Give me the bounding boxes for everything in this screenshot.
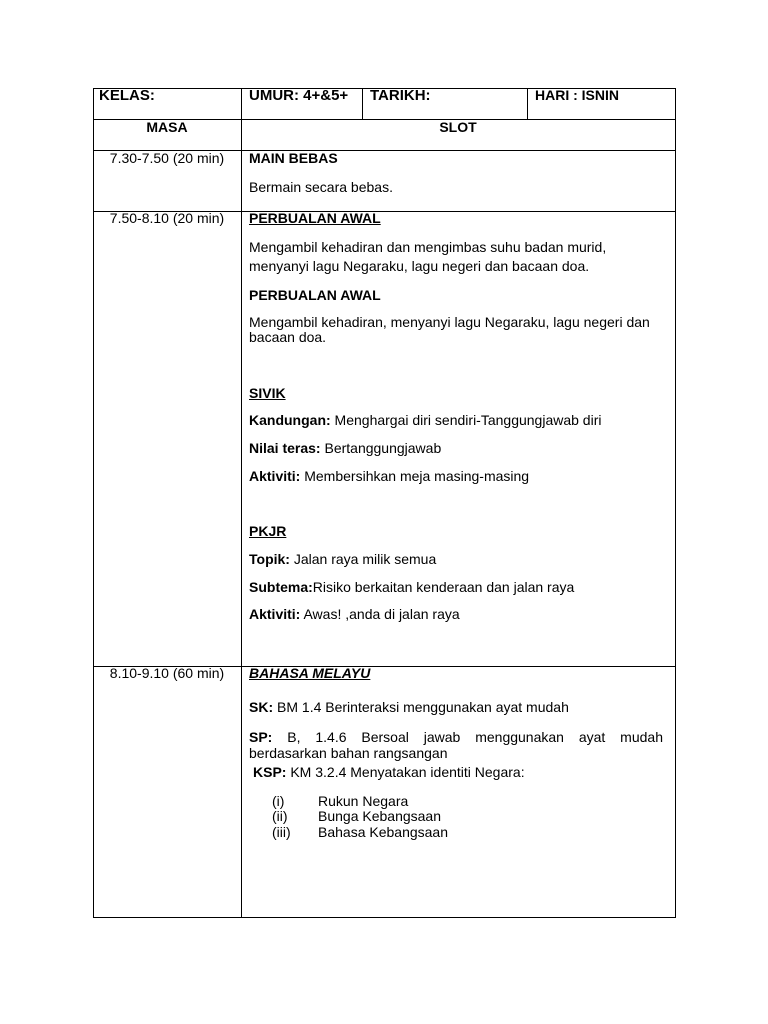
pkjr-subtema-value: Risiko berkaitan kenderaan dan jalan raya (312, 579, 575, 595)
sivik-aktiviti-value: Membersihkan meja masing-masing (304, 468, 530, 484)
perbualan-awal-title-1: PERBUALAN AWAL (249, 210, 381, 226)
sivik-kandungan-label: Kandungan: (249, 412, 331, 428)
row-2-time: 7.50-8.10 (20 min) (109, 210, 225, 226)
pkjr-topik-label: Topik: (249, 551, 290, 567)
main-bebas-title: MAIN BEBAS (249, 150, 338, 166)
pkjr-subtema (249, 579, 574, 595)
sivik-aktiviti (249, 468, 529, 484)
kelas-label: KELAS: (99, 87, 155, 104)
sp-paragraph (249, 729, 663, 761)
slot-column-header: SLOT (439, 119, 477, 135)
tarikh-label: TARIKH: (370, 87, 431, 104)
sk-line (249, 699, 569, 715)
row-1-time: 7.30-7.50 (20 min) (109, 150, 225, 166)
bahasa-melayu-title: BAHASA MELAYU (249, 665, 371, 681)
main-bebas-text: Bermain secara bebas. (249, 179, 393, 195)
column-divider-masa-slot (241, 88, 242, 917)
sivik-kandungan (249, 412, 601, 428)
ksp-value: KM 3.2.4 Menyatakan identiti Negara: (290, 764, 525, 780)
perbualan-awal-text-1: Mengambil kehadiran dan mengimbas suhu badan murid, menyanyi lagu Negaraku, lagu negeri dan bacaan doa. (249, 239, 607, 274)
sp-label: SP: (249, 729, 273, 745)
pkjr-aktiviti-label: Aktiviti: (249, 606, 301, 622)
list-item (272, 808, 441, 824)
header-divider-umur-tarikh (362, 88, 363, 119)
row-3-time: 8.10-9.10 (60 min) (109, 665, 225, 681)
sivik-title: SIVIK (249, 385, 286, 401)
list-item (272, 824, 448, 840)
ksp-label: KSP: (253, 764, 287, 780)
hari-label: HARI : ISNIN (535, 87, 619, 103)
perbualan-awal-title-2: PERBUALAN AWAL (249, 287, 381, 303)
list-item-text: Bahasa Kebangsaan (318, 824, 448, 840)
sp-value: B, 1.4.6 Bersoal jawab menggunakan ayat mudah berdasarkan bahan rangsangan (249, 729, 663, 761)
ksp-line (253, 764, 525, 780)
list-marker: (i) (272, 793, 285, 809)
sk-value: BM 1.4 Berinteraksi menggunakan ayat mudah (277, 699, 569, 715)
pkjr-aktiviti (249, 606, 460, 622)
sk-label: SK: (249, 699, 274, 715)
sivik-kandungan-value: Menghargai diri sendiri-Tanggungjawab diri (334, 412, 602, 428)
pkjr-topik (249, 551, 436, 567)
pkjr-subtema-label: Subtema: (249, 579, 313, 595)
pkjr-title: PKJR (249, 523, 287, 539)
masa-column-header: MASA (146, 119, 188, 135)
umur-label: UMUR: 4+&5+ (249, 87, 349, 104)
list-item (272, 793, 408, 809)
header-divider-tarikh-hari (527, 88, 528, 119)
sivik-nilai-teras-value: Bertanggungjawab (324, 440, 442, 456)
sivik-nilai-teras-label: Nilai teras: (249, 440, 321, 456)
list-marker: (iii) (272, 824, 291, 840)
list-marker: (ii) (272, 808, 288, 824)
pkjr-topik-value: Jalan raya milik semua (293, 551, 437, 567)
sivik-aktiviti-label: Aktiviti: (249, 468, 301, 484)
list-item-text: Bunga Kebangsaan (318, 808, 441, 824)
list-item-text: Rukun Negara (318, 793, 409, 809)
perbualan-awal-text-2: Mengambil kehadiran, menyanyi lagu Negaraku, lagu negeri dan bacaan doa. (249, 314, 650, 345)
pkjr-aktiviti-value: Awas! ,anda di jalan raya (303, 606, 460, 622)
sivik-nilai-teras (249, 440, 441, 456)
